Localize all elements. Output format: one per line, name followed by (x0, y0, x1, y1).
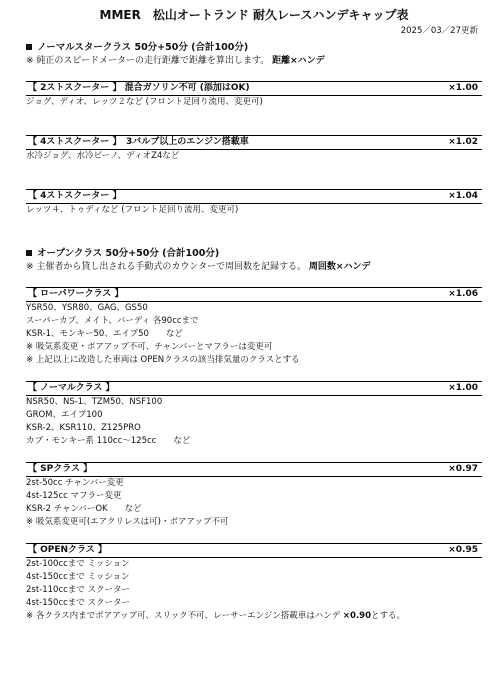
group-label: 【 4ストスクーター 】 3バルブ以上のエンジン搭載車 (28, 136, 249, 147)
normal-class-note (26, 56, 482, 67)
list-item: 4st-125cc マフラー変更 (26, 491, 122, 502)
list-item: KSR-2、KSR110、Z125PRO (26, 423, 141, 434)
group-multiplier: ×1.00 (448, 82, 478, 93)
square-bullet-icon (26, 250, 32, 256)
list-item: KSR-1、モンキー50、エイプ50 など (26, 329, 183, 340)
list-item: ※ 上記以上に改造した車両は OPENクラスの該当排気量のクラスとする (26, 355, 300, 366)
square-bullet-icon (26, 44, 32, 50)
list-item: 2st-110ccまで スクーター (26, 585, 131, 596)
group-4st-scooter-3valve (26, 135, 482, 150)
final-note-tail: とする。 (371, 611, 406, 622)
group-low-power (26, 287, 482, 302)
list-item: ※ 吸気系変更・ボアアップ不可、チャンバーとマフラーは変更可 (26, 342, 273, 353)
list-item: カブ・モンキー系 110cc～125cc など (26, 436, 191, 447)
list-item: 2st-100ccまで ミッション (26, 559, 130, 570)
list-item: スーパーカブ、メイト、バーディ 各90ccまで (26, 316, 199, 327)
list-item: 水冷ジョグ、水冷ビーノ、ディオZ4など (26, 150, 180, 161)
group-multiplier: ×0.97 (448, 463, 478, 474)
group-label: 【 SPクラス 】 (28, 463, 93, 474)
normal-class-note-text: ※ 純正のスピードメーターの走行距離で距離を算出します。 (26, 55, 270, 66)
open-class-note-text: ※ 主催者から貸し出される手動式のカウンターで周回数を記録する。 (26, 261, 307, 272)
normal-class-note-bold: 距離×ハンデ (272, 55, 325, 66)
group-multiplier: ×0.95 (448, 544, 478, 555)
group-multiplier: ×1.02 (448, 136, 478, 147)
group-multiplier: ×1.06 (448, 288, 478, 299)
group-4st-scooter (26, 189, 482, 204)
group-2st-scooter (26, 81, 482, 96)
open-class-note-bold: 周回数×ハンデ (308, 261, 371, 272)
final-note-bold: ×0.90 (342, 611, 372, 622)
page-title: MMER 松山オートランド 耐久レースハンデキャップ表 (99, 8, 409, 22)
list-item: 2st-50cc チャンバー変更 (26, 478, 124, 489)
group-label: 【 ローパワークラス 】 (28, 288, 124, 299)
list-item: レッツ４、トゥディなど (フロント足回り流用、変更可) (26, 204, 239, 215)
group-label: 【 2ストスクーター 】 混合ガソリン不可 (添加はOK) (28, 82, 250, 93)
group-multiplier: ×1.00 (448, 382, 478, 393)
list-item: YSR50、YSR80、GAG、GS50 (26, 303, 148, 314)
normal-class-title (26, 42, 482, 54)
final-note (26, 610, 482, 623)
group-label: 【 ノーマルクラス 】 (28, 382, 115, 393)
group-normal (26, 381, 482, 396)
group-open (26, 543, 482, 558)
list-item: NSR50、NS-1、TZM50、NSF100 (26, 397, 163, 408)
list-item: 4st-150ccまで ミッション (26, 572, 130, 583)
list-item: 4st-150ccまで スクーター (26, 598, 131, 609)
open-class-title-text: オープンクラス 50分+50分 (合計100分) (37, 247, 220, 259)
update-date: 2025／03／27更新 (400, 26, 478, 36)
list-item: GROM、エイプ100 (26, 410, 103, 421)
group-label: 【 OPENクラス 】 (28, 544, 107, 555)
open-class-title (26, 248, 482, 260)
normal-class-title-text: ノーマルスタークラス 50分+50分 (合計100分) (37, 41, 249, 53)
group-sp (26, 462, 482, 477)
list-item: ※ 吸気系変更可(エアクリレスは可)・ボアアップ不可 (26, 517, 229, 528)
list-item: ジョグ、ディオ、レッツ２など (フロント足回り流用、変更可) (26, 96, 263, 107)
list-item: KSR-2 チャンバーOK など (26, 504, 142, 515)
group-label: 【 4ストスクーター 】 (28, 190, 122, 201)
open-class-note (26, 262, 482, 273)
group-multiplier: ×1.04 (448, 190, 478, 201)
final-note-text: ※ 各クラス内までボアアップ可、スリック不可、レーサーエンジン搭載車はハンデ (26, 611, 341, 622)
